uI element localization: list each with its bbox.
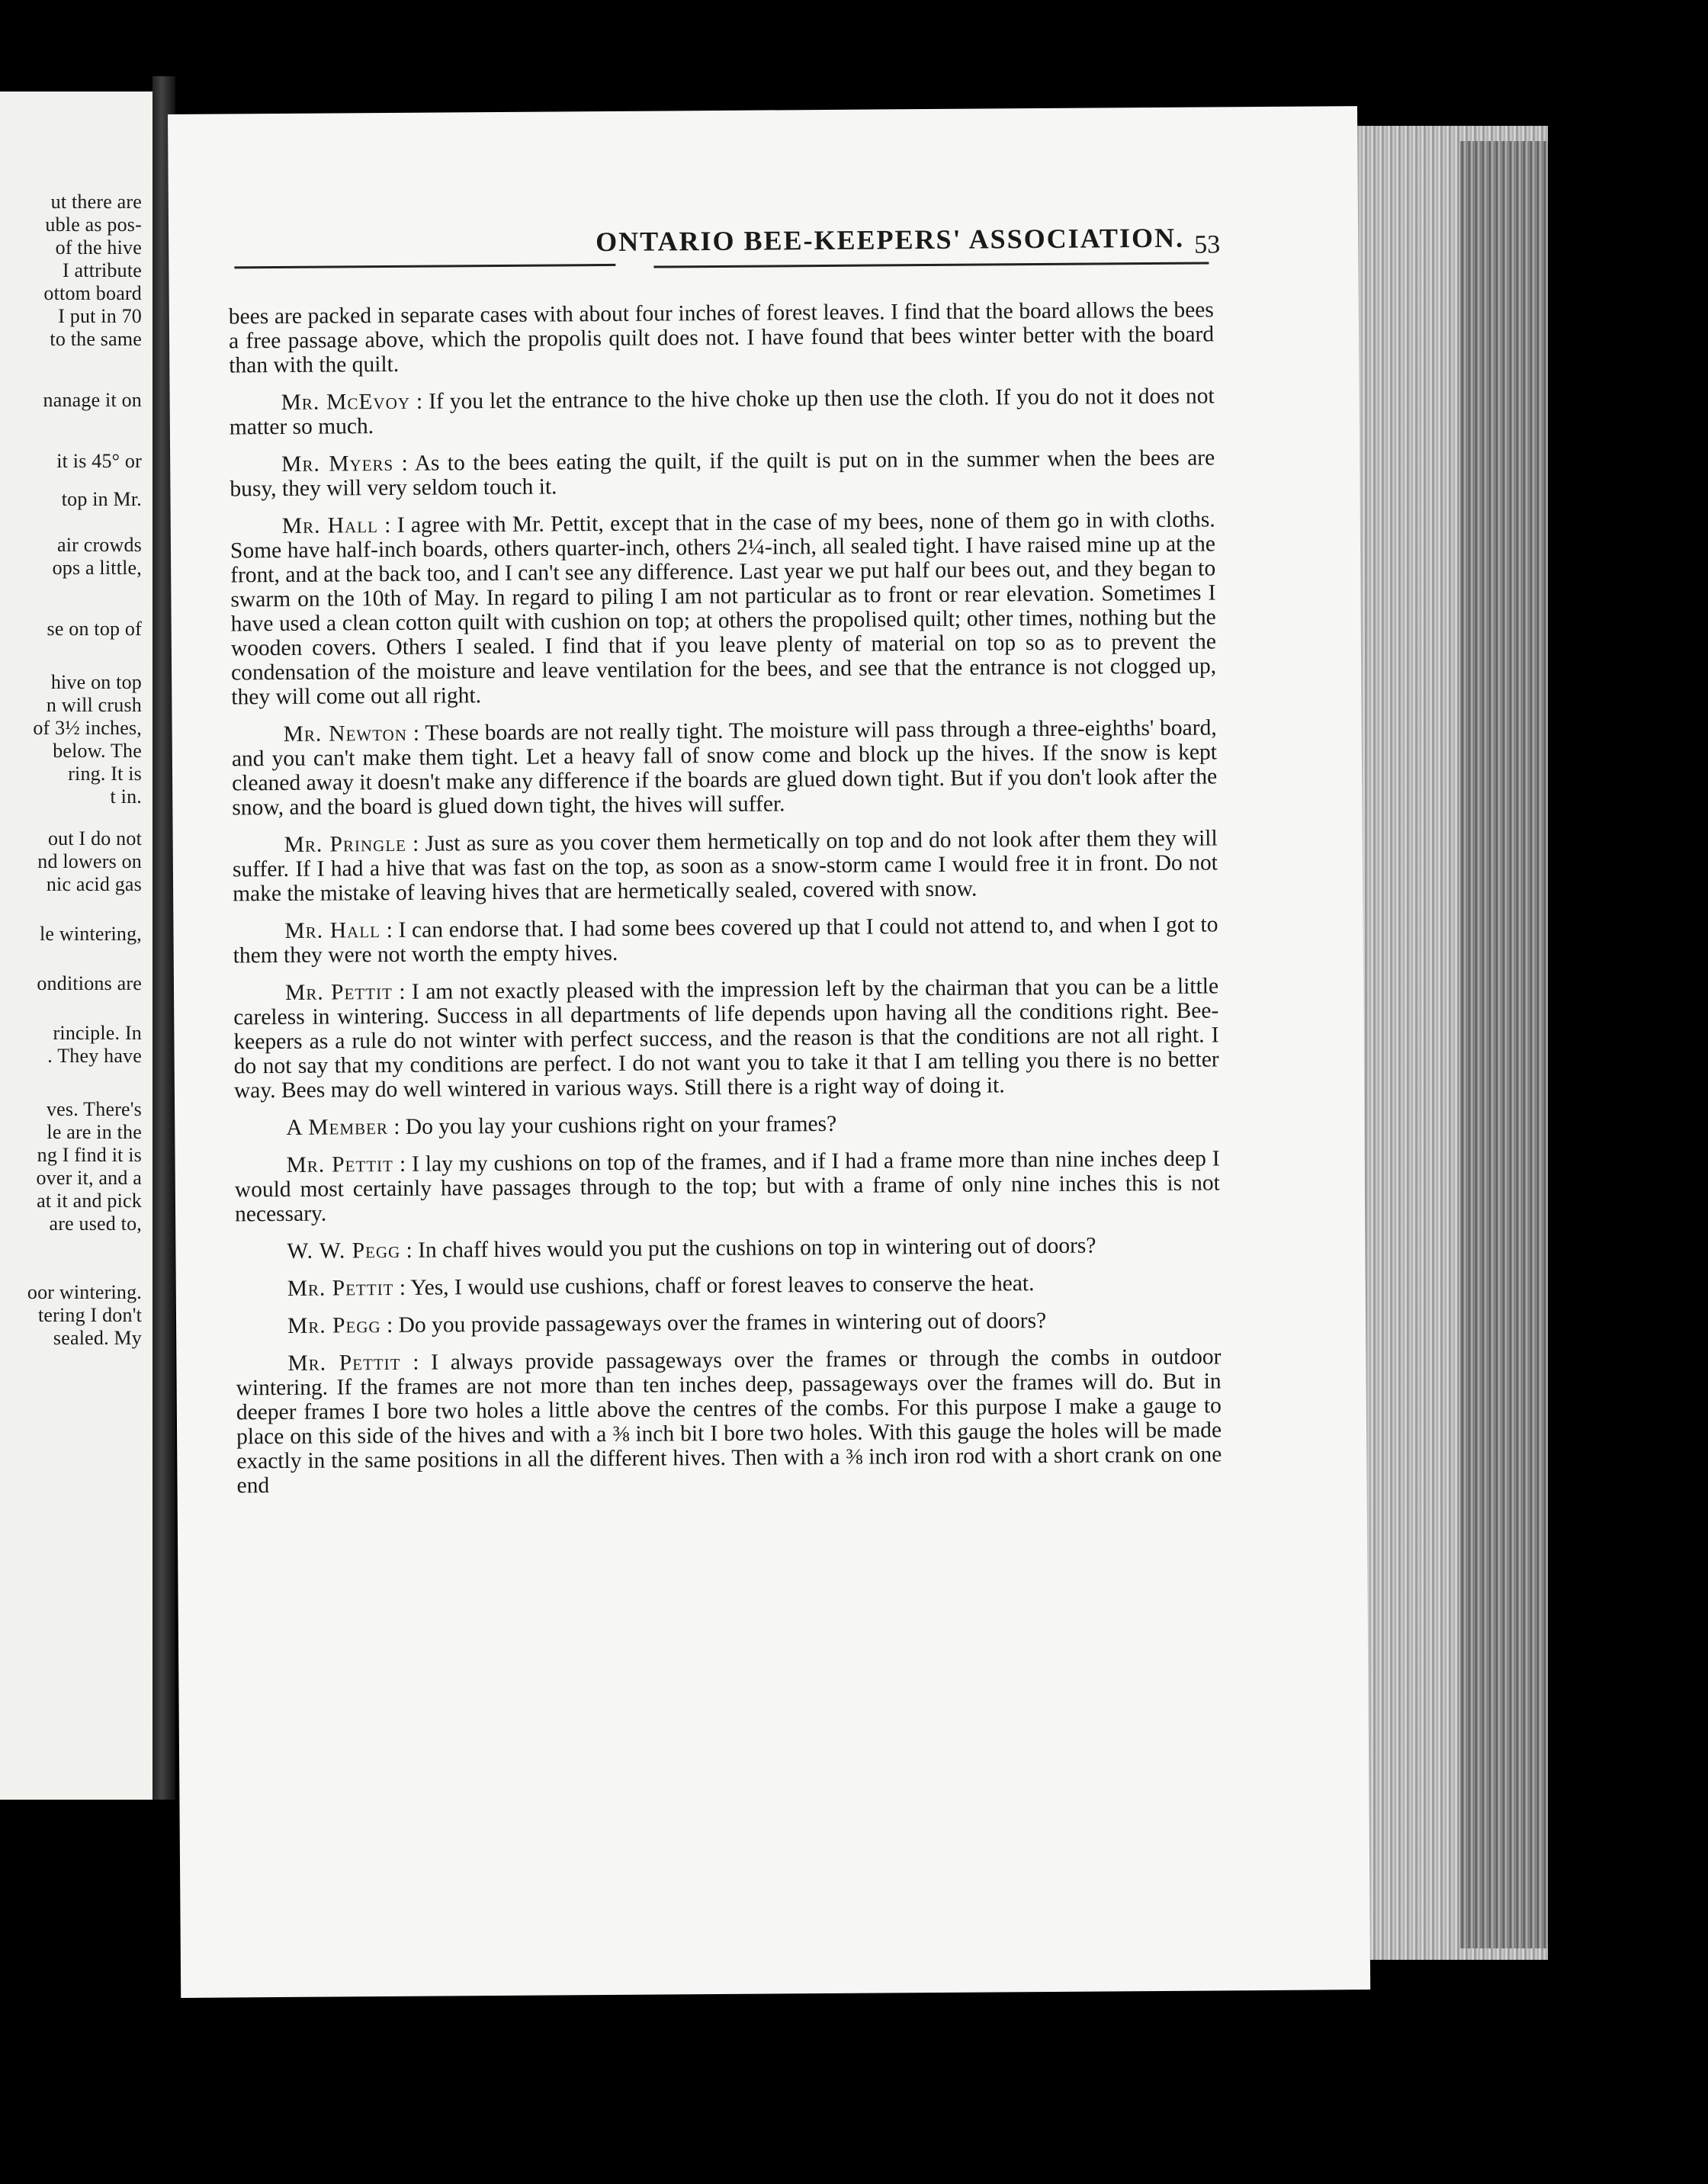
left-page-line: ves. There's — [46, 1098, 142, 1120]
paragraph — [235, 1146, 1221, 1226]
header-rule-right — [653, 262, 1209, 268]
header-rule-left — [234, 264, 615, 268]
left-page-line: n will crush — [46, 694, 142, 716]
left-page-line: nic acid gas — [46, 873, 142, 895]
book-page — [168, 106, 1370, 1998]
running-head: ONTARIO BEE-KEEPERS' ASSOCIATION. — [596, 222, 1185, 258]
paragraph — [233, 912, 1218, 968]
left-page-line: le wintering, — [39, 923, 142, 945]
speaker-separator: : — [392, 979, 413, 1004]
paragraph-text: I always provide passageways over the frames or through the combs in outdoor wintering. If the frames are not more than ten inches deep, passageways over the frames will do. But in deeper frames I bore two holes a little above the centres of the combs. For this purpose I make a gauge to place on this side of the hives and with a ⅜ inch bit I bore two holes. With this gauge the holes will be made exactly in the same positions in all the different hives. Then with a ⅜ inch iron rod with a short crank on one end — [236, 1344, 1222, 1498]
paragraph-text: I agree with Mr. Pettit, except that in the case of my bees, none of them go in with cloths. Some have half-inch boards, others quarter-inch, others 2¼-inch, all sealed tight. I have raised mine up at the front, and at the back too, and I can't see any difference. Last year we put half our bees out, and they began to swarm on the 10th of May. In regard to piling I am not particular as to front or rear elevation. Sometimes I have used a clean cotton quilt with cushion on top; at others the propolised quilt; other times, nothing but the wooden covers. Others I sealed. I find that if you leave plenty of material on top so as to prevent the condensation of the moisture and leave ventilation for the bees, and see that the entrance is not clogged up, they will come out all right. — [230, 507, 1217, 710]
paragraph — [233, 826, 1218, 906]
left-page-line: are used to, — [49, 1212, 142, 1235]
paragraph — [235, 1232, 1220, 1264]
speaker-name: Mr. McEvoy — [281, 389, 411, 415]
paragraph-text: Do you provide passageways over the frames in wintering out of doors? — [398, 1308, 1047, 1338]
speaker-name: Mr. Pettit — [284, 979, 393, 1005]
paragraph — [232, 715, 1218, 820]
left-page-line: . They have — [47, 1045, 142, 1067]
speaker-name: Mr. Pettit — [286, 1151, 394, 1177]
page-number: 53 — [1194, 230, 1221, 259]
left-page-line: I put in 70 — [58, 305, 142, 327]
left-page-line: hive on top — [50, 671, 142, 693]
left-page-line: below. The — [53, 740, 142, 762]
paragraph-text: If you let the entrance to the hive choke up then use the cloth. If you do not it does not matter so much. — [229, 384, 1215, 440]
speaker-separator: : — [393, 1151, 413, 1177]
speaker-name: Mr. Pegg — [287, 1313, 381, 1338]
paragraph — [229, 297, 1215, 377]
page-body — [229, 297, 1222, 1511]
speaker-separator: : — [393, 451, 415, 476]
speaker-separator: : — [400, 1350, 432, 1375]
speaker-name: A Member — [286, 1115, 389, 1140]
paragraph — [230, 507, 1217, 709]
paragraph-text: I can endorse that. I had some bees covered up that I could not attend to, and when I got to them they were not worth the empty hives. — [233, 912, 1218, 968]
speaker-name: W. W. Pegg — [287, 1238, 401, 1264]
paragraph-text: bees are packed in separate cases with about four inches of forest leaves. I find that the board allows the bees a free passage above, which the propolis quilt does not. I have found that bees winter better with the board than with the quilt. — [228, 297, 1215, 378]
speaker-separator: : — [406, 721, 425, 746]
paragraph-text: In chaff hives would you put the cushions on top in wintering out of doors? — [418, 1233, 1096, 1263]
facing-page-fragment — [0, 92, 152, 1800]
left-page-line: se on top of — [47, 618, 142, 640]
speaker-separator: : — [387, 1114, 406, 1140]
left-page-line: air crowds — [56, 534, 142, 556]
left-page-line: t in. — [110, 785, 142, 808]
speaker-separator: : — [409, 389, 429, 414]
speaker-name: Mr. Myers — [281, 451, 394, 477]
speaker-name: Mr. Pringle — [284, 831, 407, 857]
paragraph — [236, 1307, 1221, 1338]
left-page-line: top in Mr. — [61, 488, 142, 510]
left-page-line: rinciple. In — [53, 1022, 142, 1044]
paragraph — [230, 445, 1215, 501]
left-page-line: out I do not — [47, 827, 142, 850]
speaker-separator: : — [380, 1312, 399, 1338]
left-page-line: tering I don't — [37, 1304, 142, 1326]
left-page-line: ottom board — [43, 282, 142, 304]
left-page-line: le are in the — [47, 1121, 142, 1143]
left-page-line: to the same — [50, 328, 142, 350]
speaker-separator: : — [380, 917, 399, 943]
speaker-separator: : — [406, 831, 425, 856]
left-page-line: sealed. My — [53, 1327, 142, 1349]
paragraph-text: As to the bees eating the quilt, if the quilt is put on in the summer when the bees are busy, they will very seldom touch it. — [230, 445, 1215, 502]
left-page-line: ring. It is — [68, 763, 142, 785]
left-page-line: it is 45° or — [56, 450, 142, 472]
speaker-name: Mr. Pettit — [287, 1350, 401, 1376]
paragraph — [236, 1344, 1222, 1498]
paragraph-text: These boards are not really tight. The moisture will pass through a three-eighths' board, and you can't make them tight. Let a heavy fall of snow come and block up the hives. If the snow is kept cleaned away it doesn't make any difference if the boards are glued down tight. But if you don't look after the snow, and the board is glued down tight, the hives will suffer. — [231, 715, 1218, 821]
left-page-line: nanage it on — [43, 389, 142, 411]
left-page-line: I attribute — [63, 259, 142, 281]
left-page-line: of the hive — [55, 236, 142, 259]
paragraph — [234, 1109, 1219, 1140]
left-page-line: at it and pick — [37, 1190, 142, 1212]
paragraph-text: I am not exactly pleased with the impression left by the chairman that you can be a little careless in wintering. Success in all departments of life depends upon having all the conditions right. Bee-keepers as a rule do not winter with perfect success, and the reason is that the conditions are not all right. I do not say that my conditions are perfect. I do not want you to take it that I am telling you there is no better way. Bees may do well wintered in various ways. Still there is a right way of doing it. — [233, 974, 1219, 1103]
paragraph-text: Just as sure as you cover them hermetically on top and do not look after them they will suffer. If I had a hive that was fast on the top, as soon as a snow-storm came I would free it in front. Do not make the mistake of leaving hives that are hermetically sealed, covered with snow. — [232, 826, 1218, 907]
left-page-line: ng I find it is — [37, 1144, 142, 1166]
speaker-separator: : — [377, 512, 397, 538]
paragraph — [230, 384, 1215, 439]
left-page-line: nd lowers on — [37, 850, 142, 872]
left-page-line: over it, and a — [36, 1167, 142, 1189]
speaker-name: Mr. Newton — [283, 721, 408, 747]
speaker-name: Mr. Hall — [284, 918, 381, 943]
speaker-separator: : — [393, 1275, 411, 1300]
left-page-line: ops a little, — [52, 557, 142, 579]
left-page-line: oor wintering. — [27, 1281, 142, 1303]
paragraph — [236, 1270, 1221, 1301]
paragraph-text: Do you lay your cushions right on your frames? — [405, 1111, 837, 1139]
left-page-line: ut there are — [50, 191, 142, 213]
left-page-line: uble as pos- — [45, 214, 142, 236]
paragraph-text: I lay my cushions on top of the frames, and if I had a frame more than nine inches deep I would most certainly have passages through to the top; but with a frame of only nine inches this is not necessary. — [234, 1146, 1220, 1227]
left-page-line: of 3½ inches, — [33, 717, 142, 739]
speaker-name: Mr. Pettit — [287, 1275, 394, 1301]
left-page-line: onditions are — [37, 972, 142, 994]
paragraph — [233, 974, 1219, 1103]
speaker-separator: : — [400, 1238, 419, 1263]
speaker-name: Mr. Hall — [281, 513, 378, 538]
paragraph-text: Yes, I would use cushions, chaff or forest leaves to conserve the heat. — [410, 1271, 1035, 1300]
